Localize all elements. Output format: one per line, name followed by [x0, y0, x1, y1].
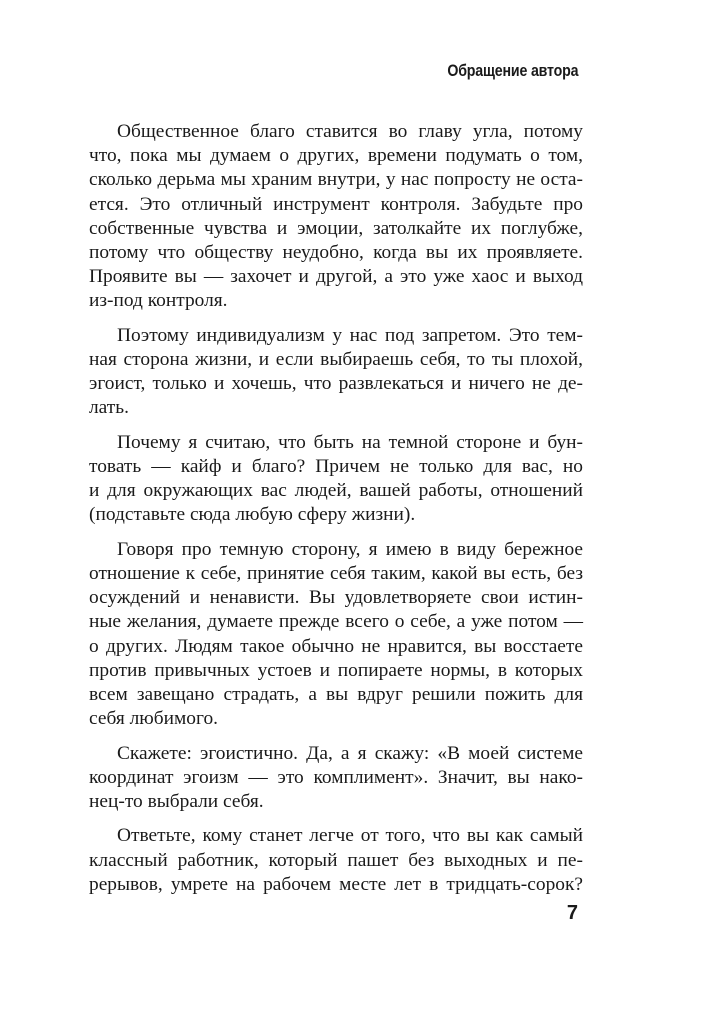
text-line: Говоря про темную сторону, я имею в виду бережное	[117, 538, 583, 560]
text-line: сколько дерьма мы храним внутри, у нас попросту не оста-	[89, 169, 583, 191]
text-line: всем завещано страдать, а вы вдруг решили пожить для	[89, 684, 583, 706]
text-line: потому что обществу неудобно, когда вы их проявляете.	[89, 242, 583, 264]
text-line: что, пока мы думаем о других, времени подумать о том,	[89, 145, 583, 167]
text-line: осуждений и ненависти. Вы удовлетворяете свои истин-	[89, 587, 583, 609]
text-line: лать.	[89, 397, 129, 419]
text-line: отношение к себе, принятие себя таким, какой вы есть, без	[89, 563, 583, 585]
text-line: товать — кайф и благо? Причем не только для вас, но	[89, 456, 583, 478]
paragraph-6	[89, 824, 583, 897]
text-line: Ответьте, кому станет легче от того, что вы как самый	[117, 825, 583, 847]
text-line: рерывов, умрете на рабочем месте лет в тридцать-сорок?	[89, 873, 583, 895]
text-line: из-под контроля.	[89, 290, 228, 312]
paragraph-5	[89, 742, 583, 815]
text-line: собственные чувства и эмоции, затолкайте их поглубже,	[89, 217, 583, 239]
text-line: нец-то выбрали себя.	[89, 791, 264, 813]
text-line: против привычных устоев и попираете нормы, в которых	[89, 659, 583, 681]
text-line: Общественное благо ставится во главу угла, потому	[117, 121, 583, 142]
paragraph-3	[89, 431, 583, 528]
text-line: ется. Это отличный инструмент контроля. Забудьте про	[89, 193, 583, 215]
body-text	[89, 120, 583, 907]
text-line: Проявите вы — захочет и другой, а это уже хаос и выход	[89, 266, 583, 288]
running-header: Обращение автора	[446, 62, 578, 80]
text-line: и для окружающих вас людей, вашей работы, отношений	[89, 480, 583, 502]
paragraph-2	[89, 324, 583, 421]
text-line: Поэтому индивидуализм у нас под запретом. Это тем-	[117, 324, 583, 346]
text-line: о других. Людям такое обычно не нравится, вы восстаете	[89, 635, 583, 657]
text-line: себя любимого.	[89, 708, 218, 730]
text-line: Почему я считаю, что быть на темной стороне и бун-	[117, 431, 583, 453]
paragraph-1	[89, 120, 583, 314]
text-line: ные желания, думаете прежде всего о себе, а уже потом —	[89, 611, 583, 633]
text-line: координат эгоизм — это комплимент». Значит, вы нако-	[89, 766, 583, 788]
text-line: ная сторона жизни, и если выбираешь себя, то ты плохой,	[89, 349, 583, 371]
paragraph-4	[89, 538, 583, 732]
text-line: Скажете: эгоистично. Да, а я скажу: «В моей системе	[117, 742, 583, 764]
text-line: (подставьте сюда любую сферу жизни).	[89, 504, 416, 526]
text-line: классный работник, который пашет без выходных и пе-	[89, 849, 583, 871]
text-line: эгоист, только и хочешь, что развлекаться и ничего не де-	[89, 373, 583, 395]
page-number: 7	[566, 902, 578, 924]
